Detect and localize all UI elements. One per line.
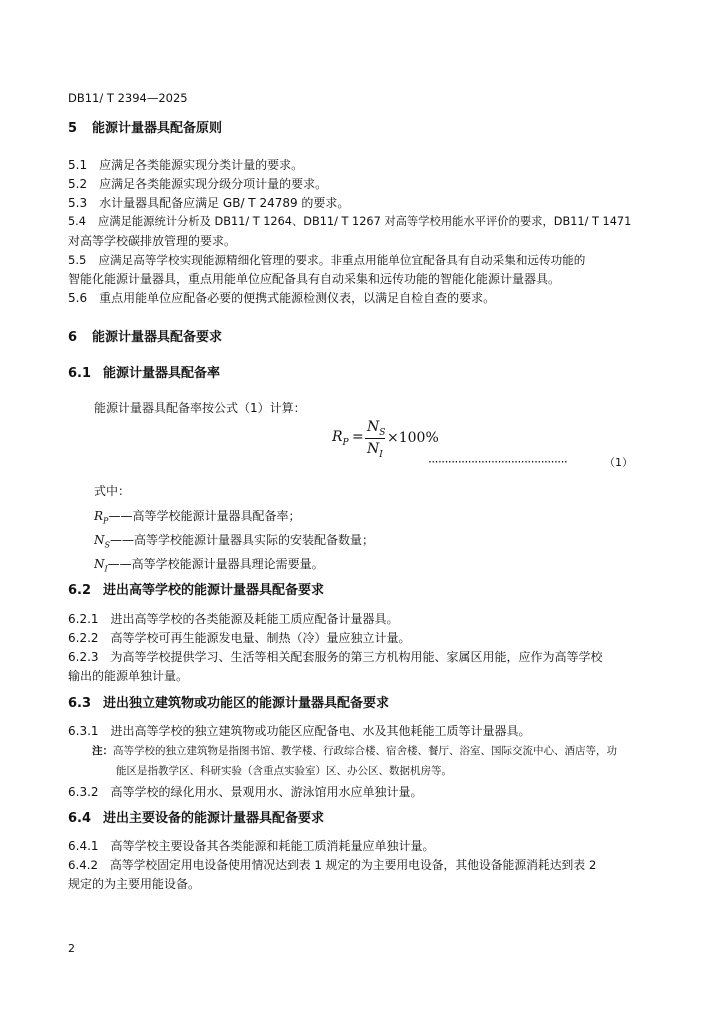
clause-text: 进出高等学校的各类能源及耗能工质应配备计量器具。 [110, 612, 399, 626]
clause-6-4-2 [68, 857, 596, 873]
equals-sign: = [352, 429, 364, 445]
clause-number: 6.4.2 [68, 858, 99, 872]
clause-number: 6.2.2 [68, 631, 99, 645]
formula-denominator: $N_I$ [367, 441, 383, 460]
clause-number: 5.5 [68, 253, 87, 267]
section-title: 能源计量器具配备原则 [92, 121, 223, 136]
clause-number: 5.6 [68, 291, 88, 305]
clause-text: 高等学校可再生能源发电量、制热（冷）量应独立计量。 [110, 631, 411, 645]
clause-text: 进出高等学校的独立建筑物或功能区应配备电、水及其他耗能工质等计量器具。 [110, 724, 531, 738]
clause-6-3-1 [68, 723, 531, 739]
clause-number: 5.4 [68, 215, 86, 228]
clause-5-5-continuation: 智能化能源计量器具，重点用能单位应配备具有自动采集和远传功能的智能化能源计量器具。 [68, 272, 561, 286]
formula-tail: ×100% [387, 430, 439, 446]
formula-numerator: $N_S$ [367, 419, 386, 438]
section-number: 6 [68, 330, 78, 345]
subsection-number: 6.3 [68, 696, 92, 711]
clause-6-2-1 [68, 611, 399, 627]
page-number: 2 [68, 942, 75, 955]
clause-text: 高等学校固定用电设备使用情况达到表 1 规定的为主要用电设备，其他设备能源消耗达到表 2 [110, 858, 597, 872]
note-text: 高等学校的独立建筑物是指图书馆、教学楼、行政综合楼、宿舍楼、餐厅、浴室、国际交流中心、酒店等，功 [113, 745, 617, 757]
clause-number: 6.4.1 [68, 839, 99, 853]
clause-number: 5.3 [68, 196, 88, 210]
standard-code-header: DB11/ T 2394—2025 [68, 91, 188, 105]
where-label: 式中： [94, 484, 131, 498]
clause-5-2 [68, 176, 327, 192]
clause-number: 5.1 [68, 158, 88, 172]
clause-6-4-1 [68, 838, 435, 854]
clause-text: 高等学校的绿化用水、景观用水、游泳馆用水应单独计量。 [110, 785, 423, 799]
formula-number: （1） [604, 456, 633, 469]
formula-intro: 能源计量器具配备率按公式（1）计算： [94, 401, 306, 415]
clause-5-4 [68, 214, 631, 230]
clause-text: 应满足各类能源实现分类计量的要求。 [99, 158, 304, 172]
clause-6-2-2 [68, 630, 411, 646]
subsection-title: 能源计量器具配备率 [103, 366, 221, 381]
clause-6-2-3-continuation: 输出的能源单独计量。 [68, 669, 189, 683]
subsection-title: 进出独立建筑物或功能区的能源计量器具配备要求 [103, 696, 390, 711]
note-label: 注： [92, 745, 113, 757]
clause-text: 高等学校主要设备其各类能源和耗能工质消耗量应单独计量。 [110, 839, 435, 853]
definition-ni: $N_I——$高等学校能源计量器具理论需要量。 [94, 557, 324, 574]
clause-text: 应满足能源统计分析及 DB11/ T 1264、DB11/ T 1267 对高等学校用能水平评价的要求，DB11/ T 1471 [97, 215, 632, 228]
clause-5-5 [68, 252, 585, 268]
clause-number: 5.2 [68, 177, 88, 191]
clause-5-6 [68, 290, 495, 306]
definition-ns: $N_S——$高等学校能源计量器具实际的安装配备数量； [94, 533, 374, 550]
clause-text: 应满足各类能源实现分级分项计量的要求。 [99, 177, 328, 191]
clause-6-2-3 [68, 649, 603, 665]
clause-text: 重点用能单位应配备必要的便携式能源检测仪表，以满足自检自查的要求。 [99, 291, 496, 305]
section-number: 5 [68, 121, 78, 136]
clause-5-1 [68, 157, 303, 173]
subsection-title: 进出主要设备的能源计量器具配备要求 [103, 811, 325, 826]
section-5-heading [68, 121, 222, 137]
clause-text: 水计量器具配备应满足 GB/ T 24789 的要求。 [99, 196, 350, 210]
subsection-number: 6.1 [68, 366, 92, 381]
section-title: 能源计量器具配备要求 [92, 330, 223, 345]
fraction-bar [365, 438, 385, 439]
note-line-1 [92, 744, 617, 758]
subsection-6-4-heading [68, 811, 324, 827]
clause-number: 6.3.2 [68, 785, 99, 799]
clause-text: 应满足高等学校实现能源精细化管理的要求。非重点用能单位宜配备具有自动采集和远传功能的 [98, 253, 586, 267]
subsection-6-2-heading [68, 583, 324, 599]
subsection-number: 6.2 [68, 583, 92, 598]
clause-6-4-2-continuation: 规定的为主要用能设备。 [68, 877, 201, 891]
subsection-number: 6.4 [68, 811, 92, 826]
subsection-title: 进出高等学校的能源计量器具配备要求 [103, 583, 325, 598]
clause-number: 6.2.3 [68, 650, 99, 664]
section-6-heading [68, 330, 222, 346]
clause-5-3 [68, 195, 349, 211]
formula-lhs: $R_P$ [332, 429, 349, 448]
definition-rp: $R_P——$高等学校能源计量器具配备率； [94, 509, 301, 526]
formula-leader-dots: ·········································· [428, 455, 568, 469]
clause-number: 6.2.1 [68, 612, 99, 626]
clause-5-4-continuation: 对高等学校碳排放管理的要求。 [68, 234, 237, 248]
subsection-6-1-heading [68, 366, 220, 382]
clause-number: 6.3.1 [68, 724, 99, 738]
clause-text: 为高等学校提供学习、生活等相关配套服务的第三方机构用能、家属区用能，应作为高等学校 [110, 650, 603, 664]
subsection-6-3-heading [68, 696, 389, 712]
note-line-2: 能区是指教学区、科研实验（含重点实验室）区、办公区、数据机房等。 [116, 765, 452, 777]
clause-6-3-2 [68, 784, 423, 800]
